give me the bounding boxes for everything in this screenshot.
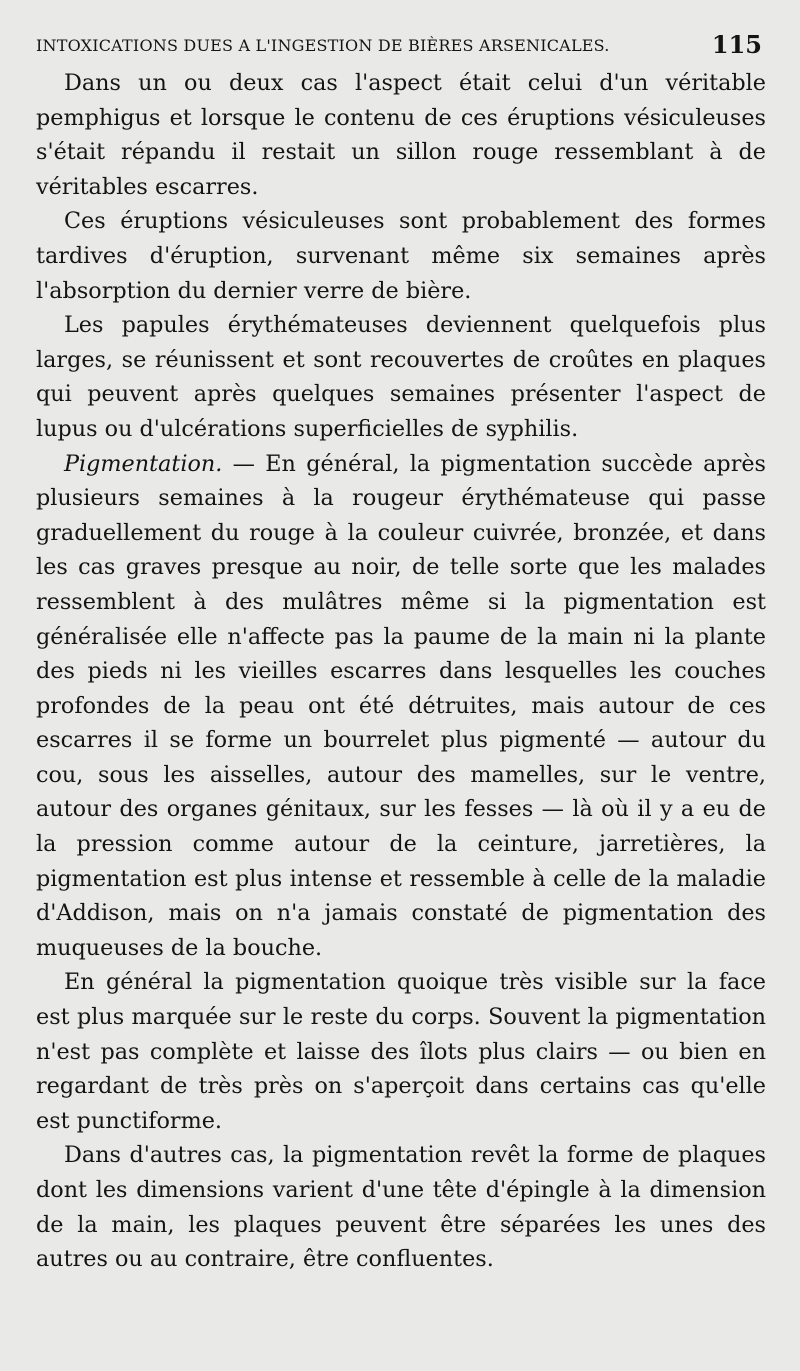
paragraph	[36, 447, 766, 966]
running-title: INTOXICATIONS DUES A L'INGESTION DE BIÈRES ARSENICALES.	[36, 36, 610, 55]
section-lead: Pigmentation.	[64, 450, 223, 477]
paragraph	[36, 204, 766, 308]
paragraph-text: Dans d'autres cas, la pigmentation revêt la forme de plaques dont les dimensions varient d'une tête d'épingle à la dimension de la main, les plaques peuvent être séparées les unes des autres ou au contraire, être confluentes.	[36, 1142, 766, 1273]
paragraph-text: En général la pigmentation quoique très visible sur la face est plus marquée sur le reste du corps. Souvent la pigmentation n'est pas complète et laisse des îlots plus clairs — ou bien en regardant de très près on s'aperçoit dans certains cas qu'elle est punctiforme.	[36, 969, 766, 1134]
paragraph-text: Les papules érythémateuses deviennent quelquefois plus larges, se réunissent et sont recouvertes de croûtes en plaques qui peuvent après quelques semaines présenter l'aspect de lupus ou d'ulcérations superficielles de syphilis.	[36, 312, 766, 442]
page-header	[36, 28, 766, 64]
paragraph	[36, 965, 766, 1138]
paragraph	[36, 66, 766, 204]
body-text	[36, 66, 766, 1277]
paragraph	[36, 1138, 766, 1276]
paragraph-text: — En général, la pigmentation succède après plusieurs semaines à la rougeur érythémateuse qui passe graduellement du rouge à la couleur cuivrée, bronzée, et dans les cas graves presque au noir, de telle sorte que les malades ressemblent à des mulâtres même si la pigmentation est généralisée elle n'affecte pas la paume de la main ni la plante des pieds ni les vieilles escarres dans lesquelles les couches profondes de la peau ont été détruites, mais autour de ces escarres il se forme un bourrelet plus pigmenté — autour du cou, sous les aisselles, autour des mamelles, sur le ventre, autour des organes génitaux, sur les fesses — là où il y a eu de la pression comme autour de la ceinture, jarretières, la pigmentation est plus intense et ressemble à celle de la maladie d'Addison, mais on n'a jamais constaté de pigmentation des muqueuses de la bouche.	[36, 450, 766, 961]
page-number: 115	[711, 30, 762, 59]
paragraph-text: Dans un ou deux cas l'aspect était celui d'un véritable pemphigus et lorsque le contenu de ces éruptions vésiculeuses s'était répandu il restait un sillon rouge ressemblant à de véritables escarres.	[36, 70, 766, 200]
paragraph	[36, 308, 766, 446]
paragraph-text: Ces éruptions vésiculeuses sont probablement des formes tardives d'éruption, survenant même six semaines après l'absorption du dernier verre de bière.	[36, 208, 766, 304]
